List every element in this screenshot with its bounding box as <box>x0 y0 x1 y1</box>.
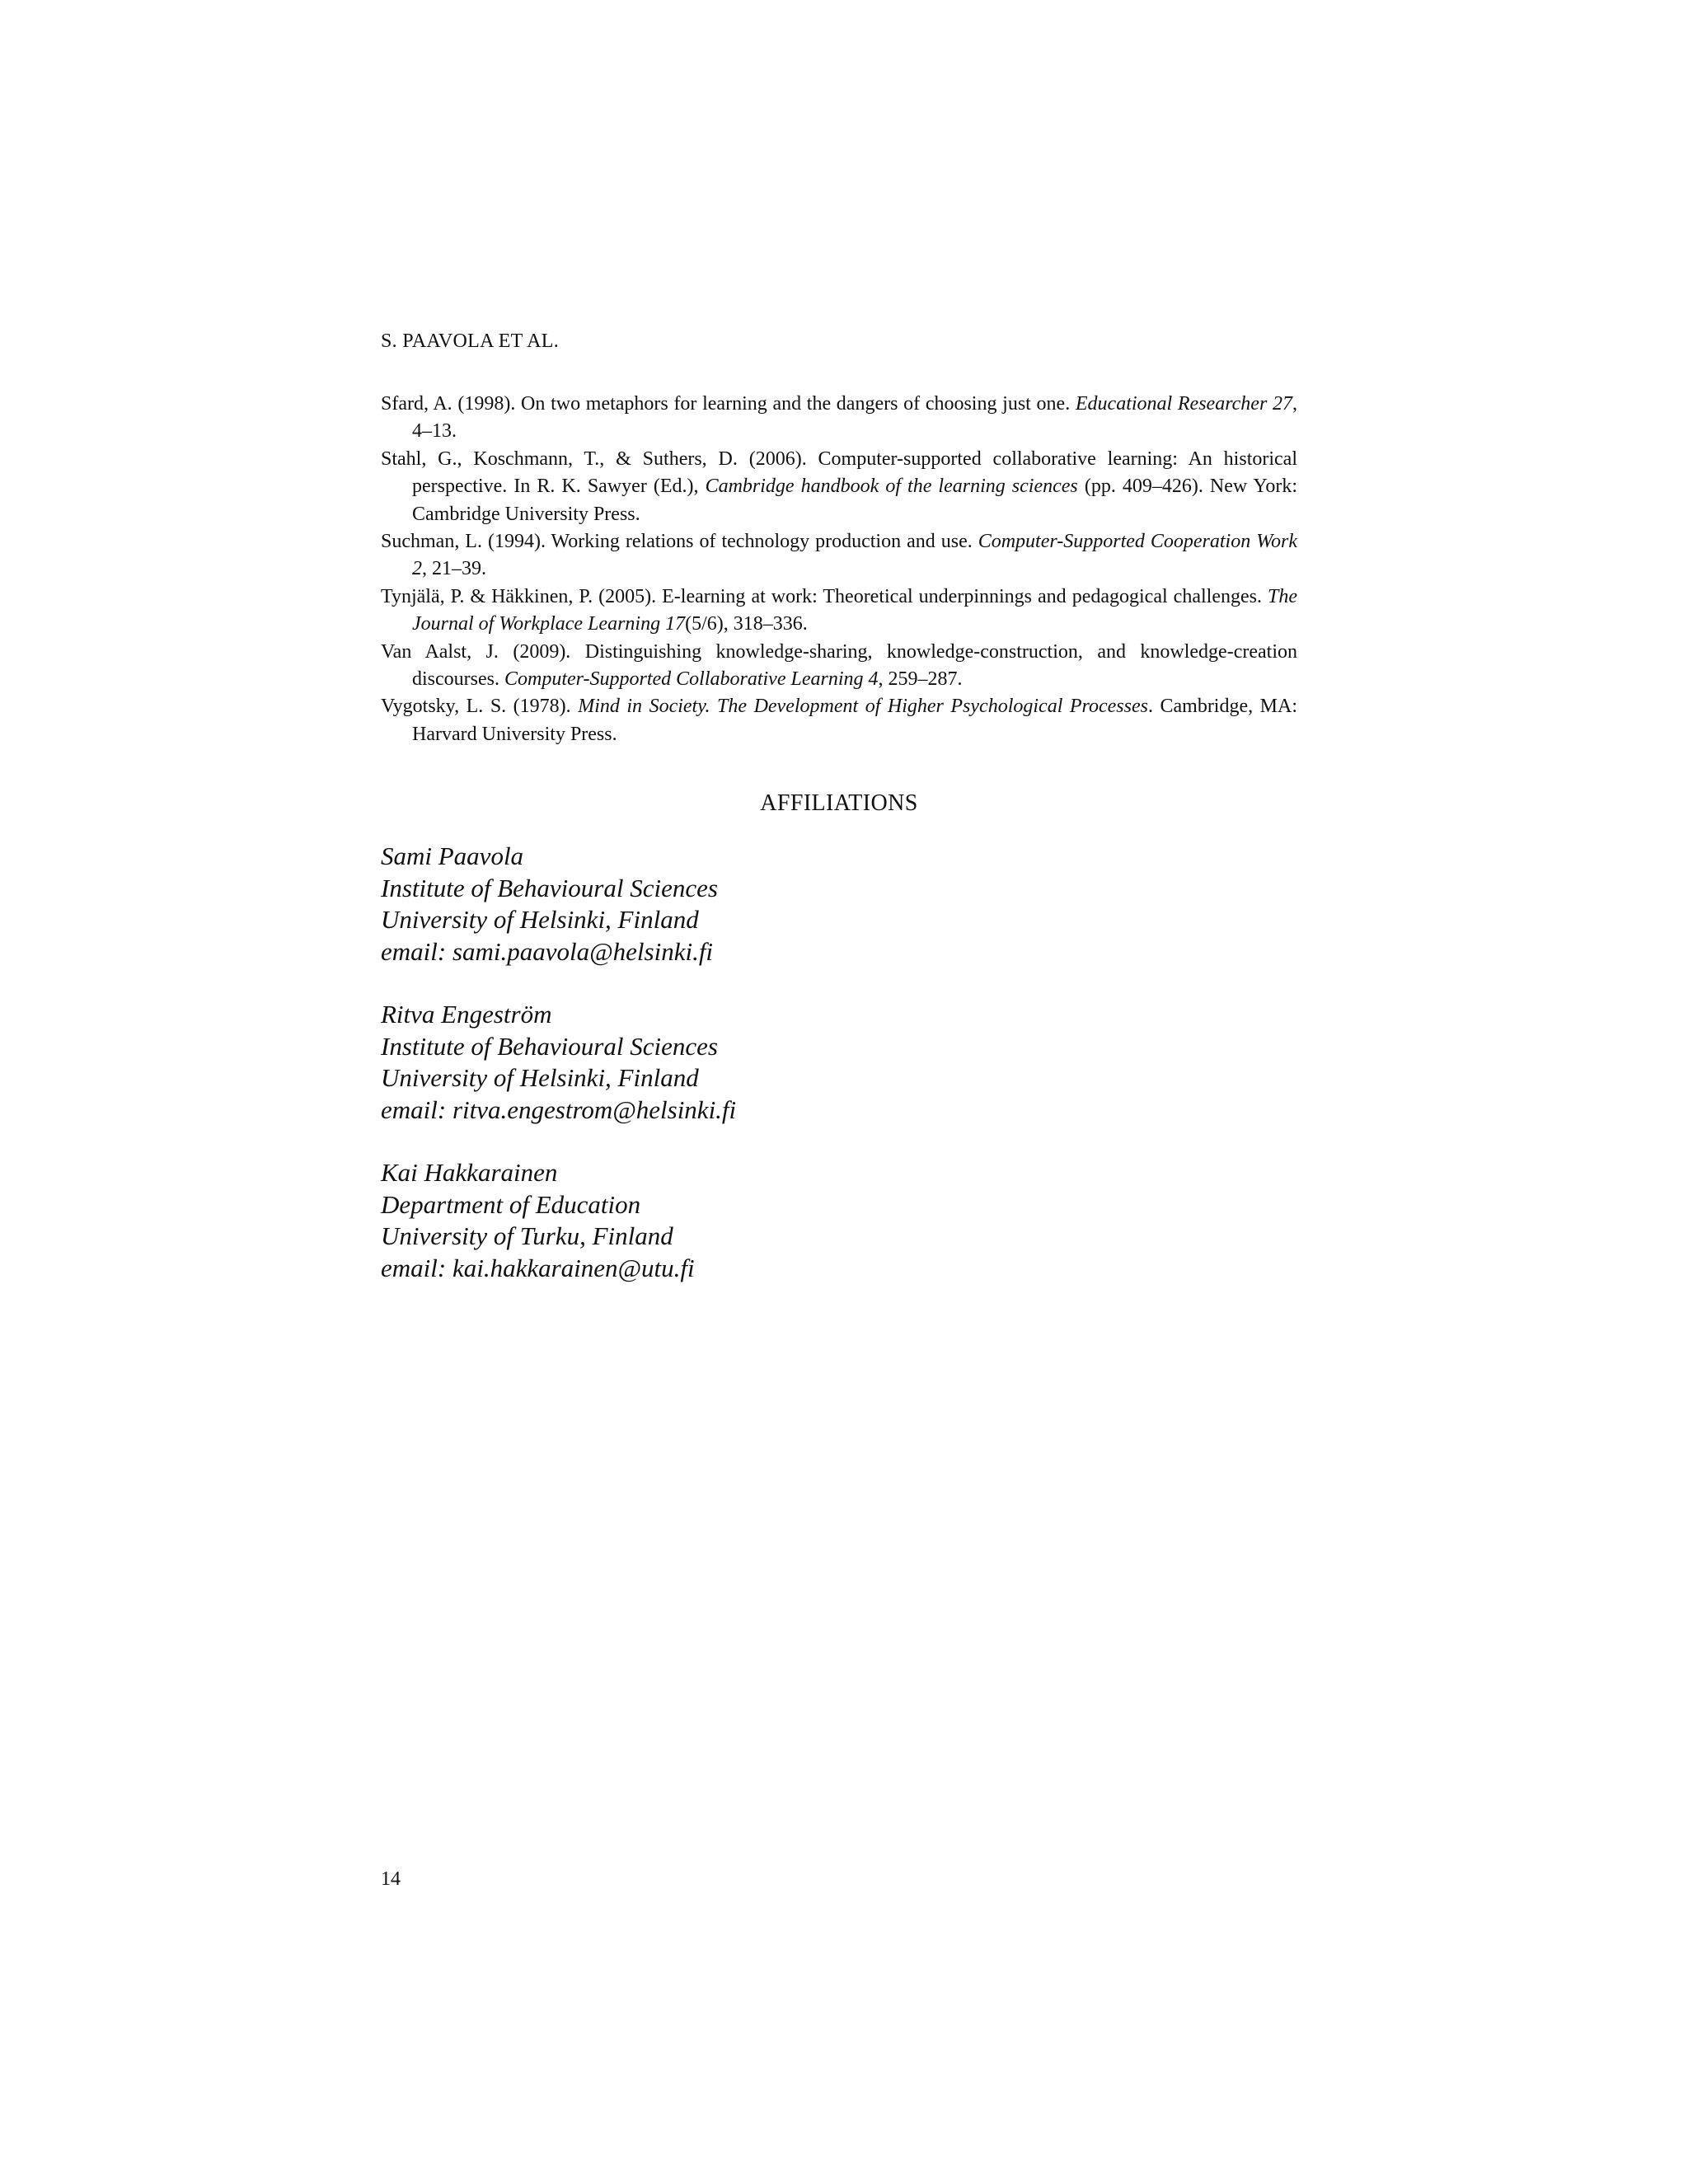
reference-source: Cambridge handbook of the learning sciences <box>705 476 1078 498</box>
reference-text: Van Aalst, J. (2009). Distinguishing knowledge-sharing, knowledge-construction, and knowledge-creation discourses. <box>381 640 1297 691</box>
reference-source: The Journal of Workplace Learning 17 <box>412 585 1297 635</box>
reference-text: , 259–287. <box>878 668 963 691</box>
reference-entry <box>381 583 1297 639</box>
reference-text: (pp. 409–426). New York: Cambridge University Press. <box>412 476 1297 525</box>
reference-source: Computer-Supported Cooperation Work 2 <box>412 531 1297 580</box>
reference-text: (5/6), 318–336. <box>685 613 808 635</box>
page-number: 14 <box>381 1868 401 1890</box>
author-email: email: sami.paavola@helsinki.fi <box>381 936 714 966</box>
running-head: S. PAAVOLA ET AL. <box>381 330 560 352</box>
reference-entry <box>381 693 1297 748</box>
reference-text: , 21–39. <box>422 558 486 580</box>
reference-entry <box>381 391 1297 446</box>
reference-source: Mind in Society. The Development of Higher Psychological Processes <box>578 696 1148 718</box>
reference-entry <box>381 639 1297 694</box>
reference-text: Vygotsky, L. S. (1978). <box>381 696 579 718</box>
reference-text: Suchman, L. (1994). Working relations of technology production and use. <box>381 531 978 553</box>
affiliations-list <box>381 841 736 1315</box>
author-email: email: ritva.engestrom@helsinki.fi <box>381 1094 737 1124</box>
reference-source: Computer-Supported Collaborative Learning 4 <box>504 668 879 691</box>
reference-text: Sfard, A. (1998). On two metaphors for learning and the dangers of choosing just one. <box>381 393 1076 415</box>
author-name: Kai Hakkarainen <box>381 1158 558 1187</box>
reference-entry <box>381 528 1297 583</box>
author-university: University of Turku, Finland <box>381 1221 673 1250</box>
author-name: Ritva Engeström <box>381 1000 552 1029</box>
author-department: Institute of Behavioural Sciences <box>381 873 718 902</box>
author-name: Sami Paavola <box>381 841 524 870</box>
affiliation-entry <box>381 999 736 1126</box>
reference-text: . Cambridge, MA: Harvard University Press. <box>412 696 1297 745</box>
affiliation-entry <box>381 1157 736 1284</box>
reference-text: Tynjälä, P. & Häkkinen, P. (2005). E-learning at work: Theoretical underpinnings and pedagogical challenges. <box>381 585 1268 607</box>
author-email: email: kai.hakkarainen@utu.fi <box>381 1253 695 1282</box>
author-department: Department of Education <box>381 1189 641 1219</box>
author-university: University of Helsinki, Finland <box>381 905 699 934</box>
author-department: Institute of Behavioural Sciences <box>381 1031 718 1061</box>
references-list <box>381 391 1297 748</box>
affiliation-entry <box>381 841 736 968</box>
reference-text: , 4–13. <box>412 393 1297 443</box>
author-university: University of Helsinki, Finland <box>381 1063 699 1092</box>
affiliations-heading: AFFILIATIONS <box>760 790 918 816</box>
reference-text: Stahl, G., Koschmann, T., & Suthers, D. (2006). Computer-supported collaborative learning: An historical perspective. In R. K. Sawyer (Ed.), <box>381 448 1297 498</box>
reference-source: Educational Researcher 27 <box>1075 393 1292 415</box>
reference-entry <box>381 446 1297 528</box>
